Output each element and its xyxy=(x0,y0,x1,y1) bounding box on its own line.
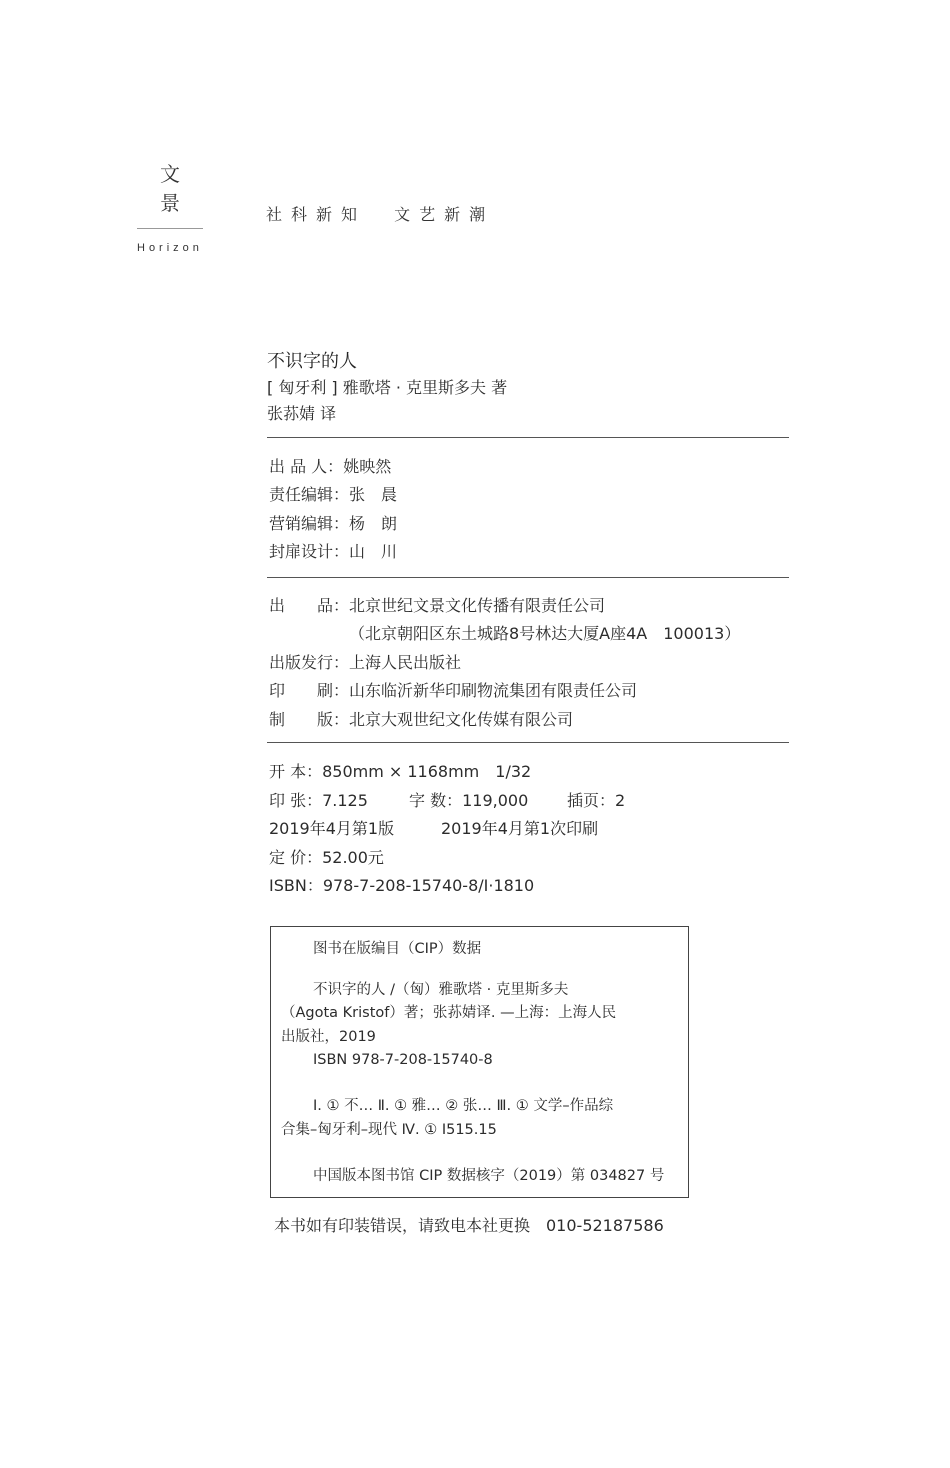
spec-printing: 2019年4月第1次印刷 xyxy=(441,819,599,838)
author-line: [ 匈牙利 ] 雅歌塔 · 克里斯多夫 著 xyxy=(267,378,508,397)
spec-words: 字 数：119,000 xyxy=(409,791,529,810)
publishing-label: 出 品： xyxy=(269,596,350,615)
publishing-row xyxy=(269,710,573,730)
publishing-value: 上海人民出版社 xyxy=(349,653,462,672)
spec-price: 定 价：52.00元 xyxy=(269,848,384,867)
spec-sheets: 印 张：7.125 xyxy=(269,791,368,810)
spec-edition: 2019年4月第1版 xyxy=(269,819,395,838)
editor-row xyxy=(269,485,397,505)
spec-isbn: ISBN：978-7-208-15740-8/I·1810 xyxy=(269,876,535,895)
divider-2 xyxy=(267,577,789,578)
editor-label: 出 品 人： xyxy=(269,457,344,476)
spec-format: 开 本：850mm × 1168mm 1/32 xyxy=(269,762,532,781)
editor-value: 张 晨 xyxy=(349,485,398,504)
editor-row xyxy=(269,457,391,477)
publishing-value: 北京世纪文景文化传播有限责任公司 xyxy=(349,596,606,615)
cip-line: （Agota Kristof）著；张荪婧译. —上海：上海人民 xyxy=(281,1005,617,1021)
cip-line: 不识字的人 /（匈）雅歌塔 · 克里斯多夫 xyxy=(313,982,569,998)
editor-row xyxy=(269,514,397,534)
divider-3 xyxy=(267,742,789,743)
publishing-label: 出版发行： xyxy=(269,653,350,672)
cip-line: 合集–匈牙利–现代 Ⅳ. ① I515.15 xyxy=(281,1122,497,1138)
cip-line: Ⅰ. ① 不… Ⅱ. ① 雅… ② 张… Ⅲ. ① 文学–作品综 xyxy=(313,1098,614,1114)
publishing-address: （北京朝阳区东土城路8号林达大厦A座4A 100013） xyxy=(349,624,741,643)
brand-english-name: Horizon xyxy=(137,242,203,254)
book-title: 不识字的人 xyxy=(267,351,357,372)
footer-note: 本书如有印装错误，请致电本社更换 010-52187586 xyxy=(274,1216,664,1235)
editor-value: 杨 朗 xyxy=(349,514,398,533)
editor-value: 山 川 xyxy=(349,542,398,561)
translator-line: 张荪婧 译 xyxy=(267,404,337,423)
cip-line: 出版社，2019 xyxy=(281,1029,376,1045)
brand-divider xyxy=(137,228,203,229)
spec-plates: 插页：2 xyxy=(567,791,626,810)
brand-char-wen: 文 xyxy=(160,162,180,186)
cip-heading: 图书在版编目（CIP）数据 xyxy=(313,941,482,957)
editor-label: 营销编辑： xyxy=(269,514,350,533)
publishing-row xyxy=(269,681,637,701)
publishing-label: 印 刷： xyxy=(269,681,350,700)
publishing-value: 山东临沂新华印刷物流集团有限责任公司 xyxy=(349,681,638,700)
editor-row xyxy=(269,542,397,562)
cip-line: ISBN 978-7-208-15740-8 xyxy=(313,1052,493,1068)
brand-char-jing: 景 xyxy=(160,191,180,215)
editor-label: 责任编辑： xyxy=(269,485,350,504)
publishing-row xyxy=(269,653,461,673)
divider-1 xyxy=(267,437,789,438)
publishing-label: 制 版： xyxy=(269,710,350,729)
publishing-value: 北京大观世纪文化传媒有限公司 xyxy=(349,710,574,729)
editor-label: 封扉设计： xyxy=(269,542,350,561)
publishing-row xyxy=(269,596,605,616)
editor-value: 姚映然 xyxy=(343,457,392,476)
brand-tagline: 社科新知 文艺新潮 xyxy=(266,205,495,224)
cip-footer-line: 中国版本图书馆 CIP 数据核字（2019）第 034827 号 xyxy=(313,1168,665,1184)
